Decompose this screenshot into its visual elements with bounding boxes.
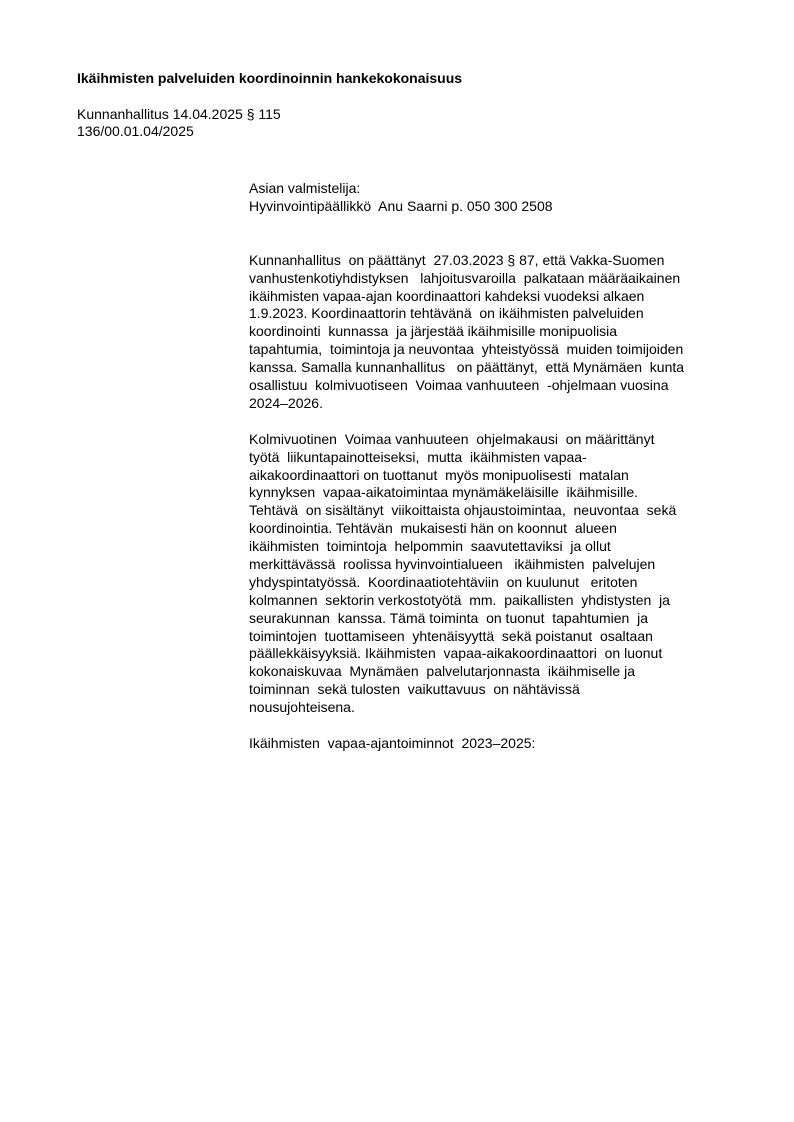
paragraph-line: vanhustenkotiyhdistyksen lahjoitusvaroilla palkataan määräaikainen (249, 269, 681, 286)
paragraph-line: koordinointi kunnassa ja järjestää ikäihmisille monipuolisia (249, 323, 618, 340)
paragraph-line: 1.9.2023. Koordinaattorin tehtävänä on ikäihmisten palveluiden (249, 305, 644, 322)
paragraph-line: yhdyspintatyössä. Koordinaatiotehtäviin on kuulunut eritoten (249, 573, 638, 590)
document-body (249, 180, 749, 753)
preparer-label: Asian valmistelija: (249, 180, 361, 196)
paragraph-line: toiminnan sekä tulosten vaikuttavuus on nähtävissä (249, 681, 580, 698)
paragraph-3: Ikäihmisten vapaa-ajantoiminnot 2023–2025: (249, 735, 536, 752)
record-id: 136/00.01.04/2025 (77, 123, 194, 139)
paragraph-line: aikakoordinaattori on tuottanut myös monipuolisesti matalan (249, 466, 629, 483)
paragraph-line: osallistuu kolmivuotiseen Voimaa vanhuuteen -ohjelmaan vuosina (249, 377, 669, 394)
paragraph-line: ikäihmisten toimintoja helpommin saavutettaviksi ja ollut (249, 538, 611, 555)
paragraph-line: 2024–2026. (249, 394, 323, 411)
paragraph-line: koordinointia. Tehtävän mukaisesti hän on koonnut alueen (249, 520, 617, 537)
meeting-line: Kunnanhallitus 14.04.2025 § 115 (77, 106, 281, 122)
paragraph-line: ikäihmisten vapaa-ajan koordinaattori kahdeksi vuodeksi alkaen (249, 287, 645, 304)
document-title: Ikäihmisten palveluiden koordinoinnin hankekokonaisuus (77, 70, 463, 86)
paragraph-1 (249, 252, 749, 413)
paragraph-line: päällekkäisyyksiä. Ikäihmisten vapaa-aikakoordinaattori on luonut (249, 645, 663, 662)
paragraph-line: kokonaiskuvaa Mynämäen palvelutarjonnasta ikäihmiselle ja (249, 663, 635, 680)
paragraph-line: kolmannen sektorin verkostotyötä mm. paikallisten yhdistysten ja (249, 591, 670, 608)
paragraph-line: Tehtävä on sisältänyt viikoittaista ohjaustoimintaa, neuvontaa sekä (249, 502, 677, 519)
paragraph-2 (249, 431, 749, 717)
paragraph-line: merkittävässä roolissa hyvinvointialueen ikäihmisten palvelujen (249, 556, 656, 573)
document-meta (77, 106, 281, 140)
paragraph-line: kynnyksen vapaa-aikatoimintaa mynämäkeläisille ikäihmisille. (249, 484, 639, 501)
paragraph-line: seurakunnan kanssa. Tämä toiminta on tuonut tapahtumien ja (249, 609, 648, 626)
paragraph-line: Kunnanhallitus on päättänyt 27.03.2023 § 87, että Vakka-Suomen (249, 251, 665, 268)
paragraph-line: Kolmivuotinen Voimaa vanhuuteen ohjelmakausi on määrittänyt (249, 430, 655, 447)
paragraph-line: työtä liikuntapainotteiseksi, mutta ikäihmisten vapaa- (249, 448, 587, 465)
paragraph-line: nousujohteisena. (249, 699, 355, 716)
paragraph-line: tapahtumia, toimintoja ja neuvontaa yhteistyössä muiden toimijoiden (249, 341, 684, 358)
paragraph-line: kanssa. Samalla kunnanhallitus on päättänyt, että Mynämäen kunta (249, 359, 685, 376)
paragraph-line: toimintojen tuottamiseen yhtenäisyyttä sekä poistanut osaltaan (249, 627, 653, 644)
preparer: Hyvinvointipäällikkö Anu Saarni p. 050 300 2508 (249, 197, 553, 214)
